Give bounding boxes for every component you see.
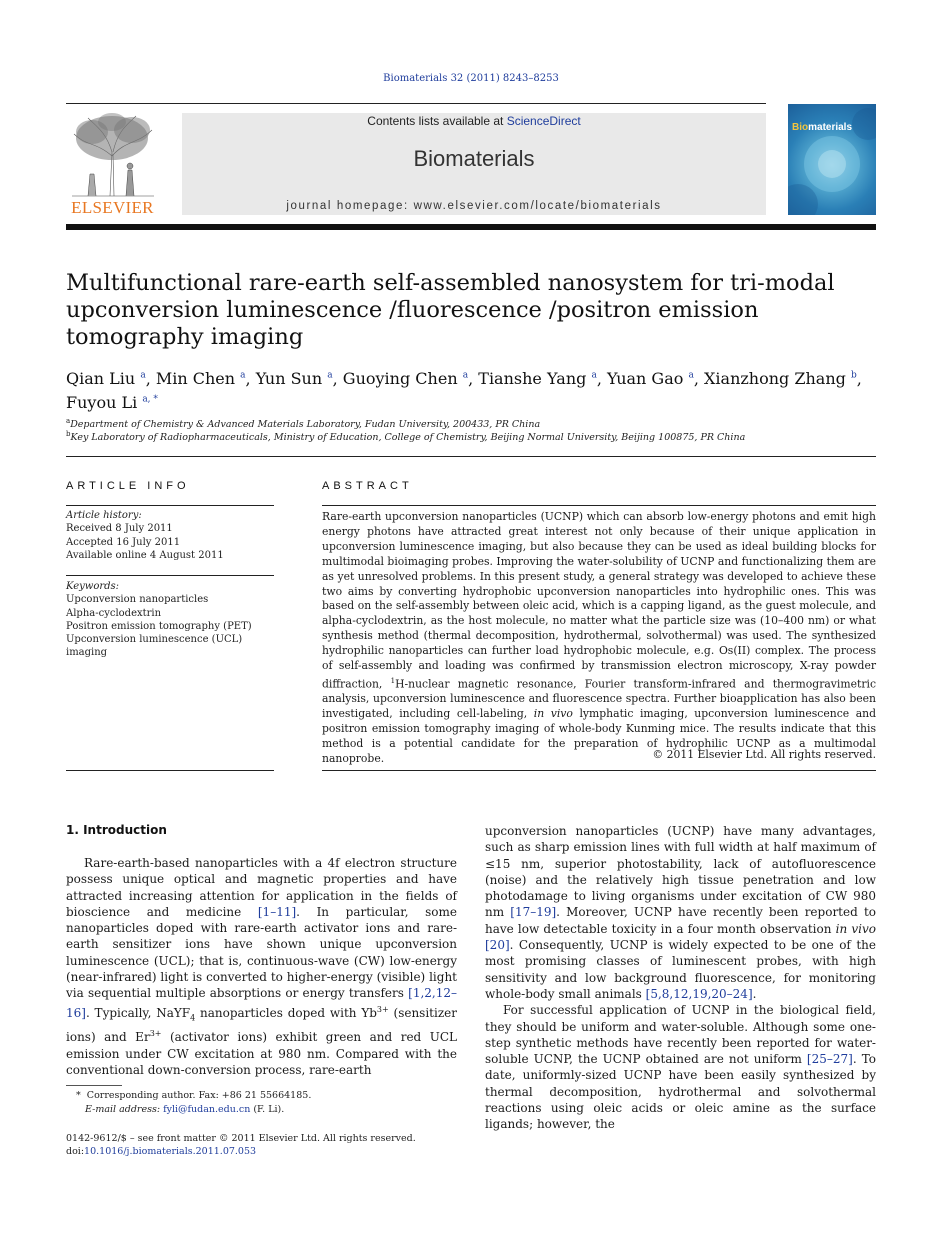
journal-name: Biomaterials (413, 146, 535, 171)
affiliation-a: $^a$Department of Chemistry & Advanced Materials Laboratory, Fudan University, 200433, PR China (66, 417, 541, 431)
keywords-label: Keywords: (66, 581, 120, 592)
author[interactable]: Guoying Chen $^a$ (342, 369, 469, 389)
divider (66, 505, 274, 506)
header-rule (66, 103, 766, 104)
history-label: Article history: (66, 510, 142, 521)
article-title: Multifunctional rare-earth self-assembled nanosystem for tri-modal upconversion luminescence /fluorescence /positron emission tomography imaging (66, 270, 835, 350)
issn-line: 0142-9612/$ – see front matter © 2011 Elsevier Ltd. All rights reserved. (66, 1133, 416, 1144)
doi-link[interactable]: 10.1016/j.biomaterials.2011.07.053 (84, 1146, 257, 1157)
corresponding-author-note: * Corresponding author. Fax: +86 21 55664185. (76, 1090, 312, 1101)
journal-cover-image[interactable] (788, 104, 876, 215)
left-column-text: Rare-earth-based nanoparticles with a 4f electron structure possess unique optical and magnetic properties and have attracted increasing attention for application in the fields of bioscience and medicine [1–11]. In particular, some nanoparticles doped with rare-earth activator ions and rare-earth sensitizer ions have shown unique upconversion luminescence (UCL); that is, continuous-wave (CW) low-energy (near-infrared) light is converted to higher-energy (visible) light via sequential multiple absorptions or energy transfers [1,2,12–16]. Typically, NaYF$_4$ nanoparticles doped with $Yb^{3+}$ (sensitizer ions) and $Er^{3+}$ (activator ions) exhibit green and red UCL emission under CW excitation at 980 nm. Compared with the conventional down-conversion process, rare-earth (66, 856, 458, 1077)
history-received: Received 8 July 2011 (66, 523, 173, 535)
author[interactable]: Tianshe Yang $^a$ (478, 369, 597, 389)
sciencedirect-link[interactable]: ScienceDirect (506, 114, 581, 128)
keywords (66, 580, 274, 660)
article-history (66, 509, 274, 562)
contents-line (182, 114, 766, 128)
doi-line: doi:10.1016/j.biomaterials.2011.07.053 (66, 1146, 257, 1157)
citation-link[interactable]: [20] (485, 938, 510, 953)
divider (66, 575, 274, 576)
author[interactable]: Yuan Gao $^a$ (607, 369, 694, 389)
history-accepted: Accepted 16 July 2011 (66, 536, 181, 548)
article-info-heading: ARTICLE INFO (66, 480, 190, 492)
email-link[interactable]: fyli@fudan.edu.cn (163, 1104, 251, 1115)
keyword: Upconversion nanoparticles (66, 594, 209, 606)
abstract-copyright: © 2011 Elsevier Ltd. All rights reserved. (652, 748, 876, 761)
divider (322, 770, 876, 771)
abstract-heading: ABSTRACT (322, 480, 413, 492)
author[interactable]: Qian Liu $^a$ (66, 369, 146, 389)
author[interactable]: Yun Sun $^a$ (255, 369, 333, 389)
author-list: Qian Liu $^a$, Min Chen $^a$, Yun Sun $^a$, Guoying Chen $^a$, Tianshe Yang $^a$, Yuan Gao $^a$, Xianzhong Zhang $^b$, Fuyou Li $^{a, *}$ (66, 369, 862, 412)
cover-title (792, 122, 852, 133)
divider (322, 505, 876, 506)
section-heading-introduction: 1. Introduction (66, 823, 167, 837)
footnote-rule (66, 1085, 122, 1086)
citation-link[interactable]: [5,8,12,19,20–24] (645, 986, 753, 1001)
citation-link[interactable]: [25–27] (806, 1052, 853, 1067)
history-online: Available online 4 August 2011 (66, 549, 224, 561)
journal-homepage[interactable]: journal homepage: www.elsevier.com/locate/biomaterials (286, 200, 662, 212)
citation-link[interactable]: [1,2,12–16] (66, 986, 457, 1020)
elsevier-wordmark: ELSEVIER (71, 198, 154, 217)
cover-title-a: Bio (792, 122, 809, 133)
keyword: Alpha-cyclodextrin (66, 607, 162, 619)
cover-pattern-icon (788, 104, 876, 215)
cover-title-b: materials (808, 122, 853, 133)
keyword: Positron emission tomography (PET) (66, 620, 252, 632)
author[interactable]: Xianzhong Zhang $^b$ (704, 369, 857, 389)
divider (66, 770, 274, 771)
header-thick-rule (66, 224, 876, 230)
elsevier-logo[interactable] (66, 112, 159, 218)
journal-reference[interactable]: Biomaterials 32 (2011) 8243–8253 (383, 73, 559, 84)
abstract-text: Rare-earth upconversion nanoparticles (UCNP) which can absorb low-energy photons and emit high energy photons have attracted great interest not only because of their unique application in upconversion luminescence imaging, but also because they can be used as ideal building blocks for multimodal bioimaging probes. Improving the water-solubility of UCNP and functionalizing them are as yet unresolved problems. In this present study, a general strategy was developed to achieve these two aims by converting hydrophobic upconversion nanoparticles into hydrophilic ones. This was based on the self-assembly between oleic acid, which is a capping ligand, as the guest molecule, and alpha-cyclodextrin, as the host molecule, no matter what the particle size was (10–400 nm) or what synthesis method (thermal decomposition, hydrothermal, solvothermal) was used. The synthesized hydrophilic nanoparticles can further load hydrophobic molecule, e.g. Os(II) complex. The process of self-assembly and loading was confirmed by transmission electron microscopy, X-ray powder diffraction, $^1$H-nuclear magnetic resonance, Fourier transform-infrared and thermogravimetric analysis, upconversion luminescence and fluorescence spectra. Further bioapplication has also been investigated, including cell-labeling, in vivo lymphatic imaging, upconversion luminescence and positron emission tomography imaging of whole-body Kunming mice. The results indicate that this method is a potential candidate for the preparation of hydrophilic UCNP as a multimodal nanoprobe. (322, 510, 876, 766)
email-note: E-mail address: fyli@fudan.edu.cn (F. Li). (85, 1104, 285, 1115)
contents-prefix: Contents lists available at (367, 114, 507, 128)
citation-link[interactable]: [17–19] (510, 905, 557, 920)
elsevier-tree-icon (66, 112, 159, 198)
affiliation-b: $^b$Key Laboratory of Radiopharmaceuticals, Ministry of Education, College of Chemistry, Beijing Normal University, Beijing 100875, PR China (66, 430, 746, 444)
author[interactable]: Fuyou Li $^{a, *}$ (66, 392, 158, 412)
author[interactable]: Min Chen $^a$ (155, 369, 246, 389)
keyword: Upconversion luminescence (UCL) imaging (66, 634, 243, 659)
right-column-text: upconversion nanoparticles (UCNP) have many advantages, such as sharp emission lines with full width at half maximum of ≤15 nm, superior photostability, lack of autofluorescence (noise) and the relatively high tissue penetration and low photodamage to living organisms under excitation of CW 980 nm [17–19]. Moreover, UCNP have recently been reported to have low detectable toxicity in a four month observation in vivo [20]. Consequently, UCNP is widely expected to be one of the most promising classes of luminescent probes, with high sensitivity and low background fluorescence, for monitoring whole-body small animals [5,8,12,19,20–24]. For successful application of UCNP in the biological field, they should be uniform and water-soluble. Although some one-step synthetic methods have recently been reported for water-soluble UCNP, the UCNP obtained are not uniform [25–27]. To date, uniformly-sized UCNP have been easily synthesized by thermal decomposition, hydrothermal and solvothermal reactions using oleic acids or oleic amine as the surface ligands; however, the (485, 824, 877, 1132)
divider (66, 456, 876, 457)
citation-link[interactable]: [1–11] (257, 904, 297, 919)
